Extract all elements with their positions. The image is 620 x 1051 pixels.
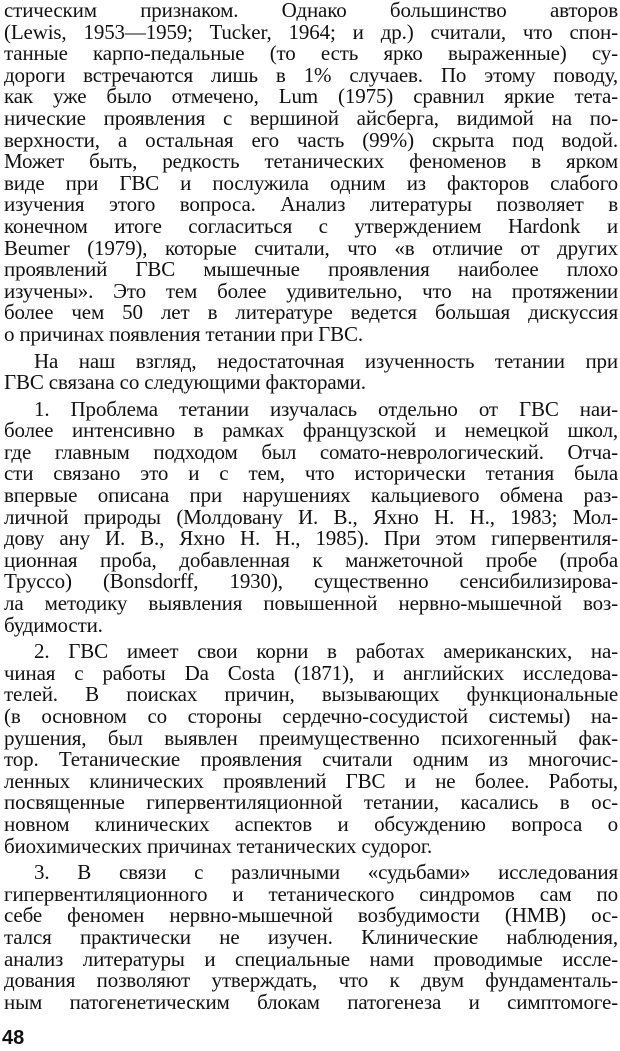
text-line: телей. В поисках причин, вызывающих функциональные (4, 682, 618, 707)
text-line: рушения, был выявлен преимущественно психогенный фак- (4, 725, 618, 750)
text-line: танные карпо-педальные (то есть ярко выраженные) су- (4, 41, 618, 66)
text-line: дороги встречаются лишь в 1% случаев. По этому поводу, (4, 62, 618, 87)
text-line: будимости. (4, 612, 103, 637)
text-line: анализ литературы и специальные нами проводимые иссле- (4, 946, 618, 971)
page-number: 48 (2, 1027, 25, 1049)
paragraph-3 (4, 396, 618, 637)
text-line: биохимических причинах тетанических судорог. (4, 833, 433, 858)
text-line: конечном итоге согласиться с утверждением Hardonk и (4, 213, 618, 238)
text-line: более интенсивно в рамках французской и немецкой школ, (4, 418, 618, 443)
text-line: новном клинических аспектов и обсуждению вопроса о (4, 811, 618, 836)
text-line: как уже было отмечено, Lum (1975) сравнил яркие тета- (4, 84, 618, 109)
text-line: посвященные гипервентиляционной тетании, касались в ос- (4, 790, 618, 815)
paragraph-1 (4, 0, 618, 346)
text-line: ционная проба, добавленная к манжеточной пробе (проба (4, 547, 618, 572)
text-line: Beumer (1979), которые считали, что «в отличие от других (4, 235, 618, 260)
text-line: ГВС связана со следующими факторами. (4, 370, 366, 395)
text-line: проявлений ГВС мышечные проявления наиболее плохо (4, 257, 618, 282)
text-line: виде при ГВС и послужила одним из факторов слабого (4, 170, 618, 195)
page-body (4, 0, 618, 1013)
text-line: сти связано это и с тем, что исторически тетания была (4, 461, 618, 486)
text-line: 1. Проблема тетании изучалась отдельно от ГВС наи- (34, 396, 618, 421)
paragraph-2 (4, 348, 618, 395)
text-line: впервые описана при нарушениях кальциевого обмена раз- (4, 483, 618, 508)
text-line: чиная с работы Da Costa (1871), и английских исследова- (4, 660, 618, 685)
text-line: 3. В связи с различными «судьбами» исследования (34, 860, 618, 885)
text-line: более чем 50 лет в литературе ведется большая дискуссия (4, 300, 618, 325)
text-line: (в основном со стороны сердечно-сосудистой системы) на- (4, 704, 618, 728)
text-line: где главным подходом был сомато-неврологический. Отча- (4, 439, 618, 464)
text-line: 2. ГВС имеет свои корни в работах американских, на- (34, 639, 618, 664)
text-line: дову ану И. В., Яхно Н. Н., 1985). При этом гипервентиля- (4, 526, 618, 551)
text-line: дования позволяют утверждать, что к двум фундаменталь- (4, 968, 618, 993)
text-line: личной природы (Молдовану И. В., Яхно Н. Н., 1983; Мол- (4, 504, 618, 529)
text-line: тался практически не изучен. Клинические наблюдения, (4, 924, 618, 949)
text-line: ленных клинических проявлений ГВС и не более. Работы, (4, 768, 618, 793)
text-line: ным патогенетическим блокам патогенеза и симптомоге- (4, 989, 618, 1014)
text-line: изучены». Это тем более удивительно, что на протяжении (4, 278, 618, 303)
text-line: о причинах появления тетании при ГВС. (4, 321, 363, 346)
text-line: тор. Тетанические проявления считали одним из многочис- (4, 747, 618, 772)
text-line: гипервентиляционного и тетанического синдромов сам по (4, 881, 618, 906)
text-line: верхности, а остальная его часть (99%) скрыта под водой. (4, 127, 618, 152)
text-line: ла методику выявления повышенной нервно-мышечной воз- (4, 591, 618, 616)
text-line: Труссо) (Bonsdorff, 1930), существенно сенсибилизирова- (4, 569, 618, 594)
text-line: изучения этого вопроса. Анализ литературы позволяет в (4, 192, 618, 217)
paragraph-4 (4, 641, 618, 857)
text-line: себе феномен нервно-мышечной возбудимости (НМВ) ос- (4, 903, 618, 928)
paragraph-5 (4, 862, 618, 1013)
text-line: Может быть, редкость тетанических феноменов в ярком (4, 149, 618, 174)
text-line: (Lewis, 1953—1959; Tucker, 1964; и др.) считали, что спон- (4, 19, 618, 44)
text-line: нические проявления с вершиной айсберга, видимой на по- (4, 105, 618, 130)
text-line: стическим признаком. Однако большинство авторов (4, 0, 618, 22)
text-line: На наш взгляд, недостаточная изученность тетании при (34, 348, 618, 373)
